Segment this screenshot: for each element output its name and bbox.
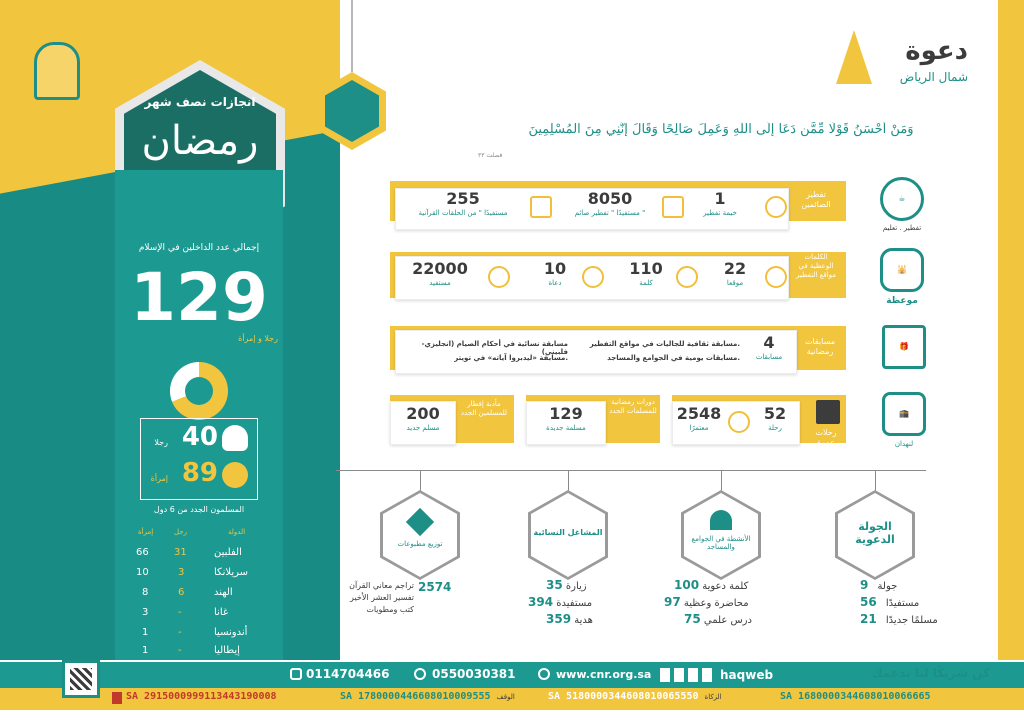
mawaed-icon: 🕌 [880, 248, 924, 292]
countries-heading: المسلمون الجدد من 6 دول [153, 505, 245, 514]
bottom-stat-number: 56 [860, 595, 877, 609]
mawaed-stat [710, 259, 760, 287]
competition-item: مسابقة نسائية في أحكام الصيام (انجليزي-فلبيني) [421, 340, 568, 356]
bottom-stat [860, 595, 919, 609]
courses-stat [528, 404, 604, 432]
men-label: رجلا [154, 438, 168, 447]
qr-pattern [70, 668, 92, 690]
bank-account [126, 691, 277, 702]
bottom-stat-number: 359 [546, 612, 572, 626]
social-icons [660, 668, 716, 682]
competitions-count [746, 333, 792, 361]
distribution-hex-label: توزيع مطبوعات [397, 540, 443, 548]
mawaed-stat [620, 259, 672, 287]
bank-account-iban: SA 1780000446608010009555 [340, 691, 491, 702]
bottom-stat-label: كلمة دعوية [702, 581, 749, 592]
brand-name: دعوة [905, 36, 968, 66]
audience-icon [488, 266, 510, 288]
distribution-number: 2574 [418, 580, 452, 594]
timeline-line [336, 470, 926, 471]
country-men: 31 [174, 547, 187, 558]
umrah-category: رحلات عمرة [815, 428, 837, 447]
mawaed-stat [530, 259, 580, 287]
bottom-stat-label: جولة [877, 581, 898, 592]
stat-number: 200 [406, 404, 440, 423]
quran-icon [530, 196, 552, 218]
stat-label: مستفيدًا " تفطير صائم " [574, 209, 646, 217]
right-gold-edge [998, 0, 1024, 660]
lantern-string [351, 0, 353, 72]
stat-number: 1 [714, 189, 726, 208]
umrah-stat [754, 404, 796, 432]
tafteer-side-label: تفطير . تعليم [882, 224, 922, 232]
country-name: الفلبين [214, 547, 242, 558]
bank-account [548, 691, 725, 702]
bottom-stat [860, 612, 938, 626]
brand-logo-mark [836, 30, 872, 84]
stat-number: 10 [543, 259, 567, 278]
country-name: الهند [214, 587, 233, 598]
bottom-stat-label: مسلمًا جديدًا [885, 615, 938, 626]
badge-top-text: انجازات نصف شهر [144, 95, 256, 109]
stat-label: مسلمة جديدة [546, 424, 586, 432]
bank-account-tag: الزكاة [704, 693, 722, 701]
stat-label: رحلة [768, 424, 782, 432]
bank-account-iban: SA 1680000344608010066665 [780, 691, 931, 702]
converts-heading: إجمالي عدد الداخلين في الإسلام [138, 243, 260, 253]
bottom-stat-label: مستفيدة [556, 598, 593, 609]
women-label: إمرأة [150, 474, 168, 483]
ministry-logo [34, 42, 80, 100]
countries-header-row [130, 528, 270, 544]
bottom-stat-number: 394 [528, 595, 554, 609]
stat-number: 22000 [412, 259, 468, 278]
brand-subtitle: شمال الرياض [899, 70, 968, 84]
timeline-tick [420, 470, 421, 492]
competitions-category: مسابقات رمضانية [804, 337, 836, 356]
stat-number: 255 [446, 189, 480, 208]
ayah-text: وَمَنْ أَحْسَنُ قَوْلًا مِّمَّن دَعَا إِلَى اللَّهِ وَعَمِلَ صَالِحًا وَقَالَ إِنَّنِي مِنَ الْمُسْلِمِينَ [528, 122, 914, 137]
country-row [130, 547, 270, 563]
country-men: 3 [178, 567, 185, 578]
mawaed-category: الكلمات الوعظية في مواقع التفطير [795, 253, 837, 279]
bottom-stat-label: درس علمي [703, 615, 752, 626]
timeline-tick [568, 470, 569, 492]
bottom-stat-number: 75 [684, 612, 701, 626]
bottom-stat [668, 578, 748, 592]
dawah-tour-hex-label: الجولة الدعوية [855, 520, 895, 546]
country-name: إيطاليا [214, 645, 240, 656]
stat-number: 4 [763, 333, 775, 352]
location-pin-icon [765, 196, 787, 218]
country-women: 8 [142, 587, 149, 598]
country-row [130, 607, 270, 623]
bank-logo [112, 692, 122, 704]
mosque-activities-hex-label: الأنشطة في الجوامع والمساجد [691, 535, 751, 551]
stat-label: مستفيد [429, 279, 451, 287]
stat-label: خيمة تفطير [703, 209, 737, 217]
bank-account [780, 691, 931, 702]
badge-main-text: رمضان [141, 118, 259, 164]
phone-number[interactable]: 0550030381 [432, 667, 516, 681]
bottom-stat-label: محاضرة وعظية [683, 598, 749, 609]
competition-item: مسابقات يومية في الجوامع والمساجد. [607, 354, 740, 362]
competition-item: مسابقة ثقافية للجاليات في مواقع التفطير. [589, 340, 740, 348]
distribution-line: كتب ومطويات [366, 605, 414, 614]
tafteer-stat [680, 189, 760, 217]
country-name: أندونسيا [214, 627, 248, 638]
stat-label: دعاة [548, 279, 562, 287]
stat-number: 110 [629, 259, 663, 278]
donut-hole [185, 377, 213, 405]
bottom-stat [540, 612, 593, 626]
women-count: 89 [181, 458, 218, 488]
country-women: 3 [142, 607, 149, 618]
timeline-tick [721, 470, 722, 492]
country-row [130, 567, 270, 583]
country-row [130, 587, 270, 603]
stat-number: 2548 [676, 404, 722, 423]
bottom-stat-label: هدية [574, 615, 593, 626]
bottom-stat [522, 595, 592, 609]
bottom-stat-number: 9 [860, 578, 869, 592]
stat-number: 8050 [587, 189, 633, 208]
country-men: 6 [178, 587, 185, 598]
bank-account-iban: SA 2915000999113443190008 [126, 691, 277, 702]
country-women: 10 [136, 567, 149, 578]
umrah-icon: 🕋 [882, 392, 926, 436]
col-country-header: الدولة [228, 528, 246, 536]
bottom-stat-label: مستفيدًا [885, 598, 920, 609]
workshops-hex-label: المشاغل النسائية [533, 528, 603, 537]
col-women-header: إمرأة [138, 528, 154, 536]
timeline-tick [875, 470, 876, 492]
tafteer-taleem-icon: ☕ [880, 177, 924, 221]
stat-number: 52 [763, 404, 787, 423]
website-link[interactable]: www.cnr.org.sa [556, 668, 652, 681]
bottom-stat [678, 612, 752, 626]
kaaba-icon [816, 400, 840, 424]
tafteer-category: تفطير الصائمين [801, 190, 831, 209]
men-icon [222, 425, 248, 451]
footer-slogan: كن شريكًا لنا بدعمك [871, 666, 990, 680]
phone-number[interactable]: 0114704466 [306, 667, 390, 681]
stat-label: مستفيدًا " من الحلقات القرآنية [418, 209, 508, 217]
bank-account-iban: SA 5180000344608010065550 [548, 691, 699, 702]
bottom-stat-label: زيارة [565, 581, 587, 592]
mawaed-side-label: موعظة [886, 296, 918, 306]
men-count: 40 [181, 422, 218, 452]
courses-label: دورات رمضانية للمسلمات الجدد [609, 398, 657, 415]
bottom-stat [540, 578, 587, 592]
stat-label: موقعا [726, 279, 744, 287]
women-icon [222, 462, 248, 488]
microphone-icon [676, 266, 698, 288]
country-men: - [178, 627, 182, 638]
country-men: - [178, 645, 182, 656]
distribution-line: تراجم معاني القرآن [349, 581, 414, 590]
country-women: 66 [136, 547, 149, 558]
tent-icon [662, 196, 684, 218]
competition-item: مسابقة «ليدبروا آياته» في تويتر. [454, 354, 568, 362]
bottom-stat-number: 21 [860, 612, 877, 626]
distribution-line: تفسير العشر الأخير [350, 593, 414, 602]
iftar-label: مأدبة إفطار للمسلمين الجدد [460, 400, 508, 417]
umrah-side-label: لنهدان [894, 440, 914, 448]
country-row [130, 627, 270, 643]
stat-label: كلمة [639, 279, 653, 287]
country-row [130, 645, 270, 661]
stat-number: 22 [723, 259, 747, 278]
stat-label: مسابقات [755, 353, 783, 361]
stat-label: معتمرًا [689, 424, 709, 432]
country-name: غانا [214, 607, 229, 618]
bottom-stat [658, 595, 749, 609]
bank-account-tag: الوقف [496, 693, 515, 701]
stat-label: مسلم جديد [406, 424, 440, 432]
iftar-stat [390, 404, 456, 432]
pilgrim-icon [728, 411, 750, 433]
bottom-stat-number: 35 [546, 578, 563, 592]
footer-bottom [0, 710, 1024, 727]
gift-icon: 🎁 [882, 325, 926, 369]
bottom-stat-number: 97 [664, 595, 681, 609]
preacher-icon [582, 266, 604, 288]
country-women: 1 [142, 627, 149, 638]
bottom-stat [860, 578, 897, 592]
stat-number: 129 [549, 404, 583, 423]
mosque-icon [710, 510, 732, 530]
country-women: 1 [142, 645, 149, 656]
bottom-stat-number: 100 [674, 578, 700, 592]
converts-total-label: رجلا و إمرأة [238, 334, 278, 343]
bank-account [340, 691, 518, 702]
social-handle[interactable]: haqweb [720, 668, 774, 682]
col-men-header: رجل [174, 528, 188, 536]
location-pin-icon [765, 266, 787, 288]
tafteer-stat [555, 189, 665, 217]
umrah-stat [674, 404, 724, 432]
country-name: سريلانكا [214, 567, 248, 578]
country-men: - [178, 607, 182, 618]
mawaed-stat [398, 259, 482, 287]
converts-total: 129 [130, 259, 268, 336]
tafteer-stat [398, 189, 528, 217]
ayah-reference: فصلت ٣٣ [478, 152, 503, 159]
phone-icon [290, 668, 302, 680]
